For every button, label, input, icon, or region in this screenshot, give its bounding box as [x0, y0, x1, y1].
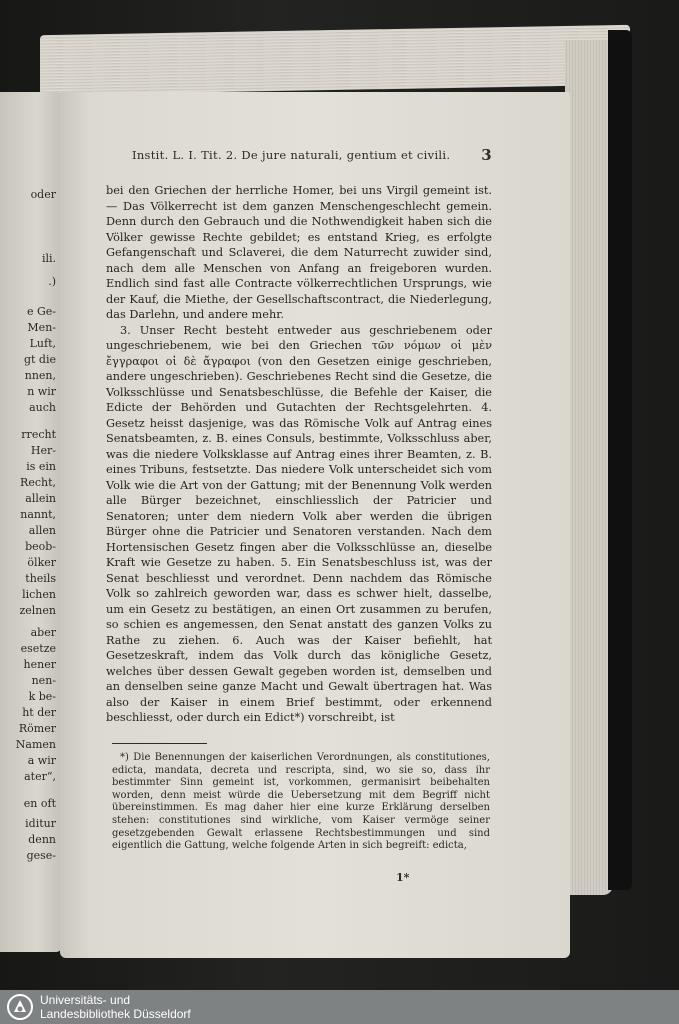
footnote [112, 752, 490, 853]
left-page-fragment: k be- [28, 690, 56, 703]
book-cover-edge [608, 30, 632, 890]
body-paragraph: bei den Griechen der herrliche Homer, bei uns Virgil gemeint ist. — Das Völkerrecht ist dem ganzen Menschengeschlecht gemein. Denn durch den Gebrauch und die Nothwendigkeit haben sich die Völker gewisse Rechte gebildet; es entstand Krieg, es erfolgte Gefangenschaft und Sclaverei, die dem Naturrecht zuwider sind, nach dem alle Menschen von Anfang an freigeboren wurden. Endlich sind fast alle Contracte völkerrechtlichen Ursprungs, wie der Kauf, die Miethe, der Gesellschaftscontract, die Niederlegung, das Darlehn, und andere mehr. [106, 184, 492, 321]
left-page-fragment: hener [23, 658, 56, 671]
left-page-fragment: aber [30, 626, 56, 639]
left-page-fragment: allein [25, 492, 56, 505]
running-header [132, 148, 492, 164]
left-page-fragment: Her- [30, 444, 56, 457]
body-paragraph: 3. Unser Recht besteht entweder aus geschriebenem oder ungeschriebenem, wie bei den Griechen τῶν νόμων οἱ μὲν ἔγγραφοι οἱ δὲ ἄγραφοι (von den Gesetzen einige geschrieben, andere ungeschrieben). Geschriebenes Recht sind die Gesetze, die Volksschlüsse und Senatsbeschlüsse, die Befehle der Kaiser, die Edicte der Behörden und Gutachten der Rechtsgelehrten. 4. Gesetz heisst dasjenige, was das Römische Volk auf Antrag eines Senatsbeamten, z. B. eines Consuls, bestimmte, Volksschluss aber, was die niedere Volksklasse auf Antrag eines ihrer Beamten, z. B. eines Tribuns, festsetzte. Das niedere Volk unterscheidet sich vom Volk wie die Art von der Gattung; mit der Benennung Volk werden alle Bürger bezeichnet, einschliesslich der Patricier und Senatoren; unter dem niedern Volk aber werden die übrigen Bürger ohne die Patricier und Senatoren verstanden. Nach dem Hortensischen Gesetz fingen aber die Volksschlüsse an, dieselbe Kraft wie Gesetze zu haben. 5. Ein Senatsbeschluss ist, was der Senat beschliesst und verordnet. Denn nachdem das Römische Volk so zahlreich geworden war, dass es schwer hielt, dasselbe, um ein Gesetz zu bestätigen, an einen Ort zusammen zu berufen, so schien es angemessen, den Senat anstatt des ganzen Volks zu Rathe zu ziehen. 6. Auch was der Kaiser befiehlt, hat Gesetzeskraft, indem das Volk durch das königliche Gesetz, welches über dessen Gewalt gegeben worden ist, demselben und an denselben seine ganze Macht und Gewalt übertragen hat. Was also der Kaiser in einem Brief bestimmt, oder erkennend beschliesst, oder durch ein Edict*) vorschreibt, ist [106, 323, 492, 724]
library-footer [0, 990, 679, 1024]
left-page-fragment: lichen [22, 588, 56, 601]
left-page-fragment: Men- [27, 321, 56, 334]
left-page-fragment: nannt, [20, 508, 56, 521]
left-page-fragment: gese- [26, 849, 56, 862]
left-page-fragment: ht der [22, 706, 56, 719]
left-page-fragment: allen [28, 524, 56, 537]
left-page-fragment: Römer [18, 722, 56, 735]
footnote-rule [112, 743, 207, 744]
left-page-fragment: Luft, [29, 337, 56, 350]
left-page-fragment: en oft [23, 797, 56, 810]
left-page-fragment: Namen [15, 738, 56, 751]
footer-text [40, 993, 191, 1021]
signature-mark: 1* [396, 871, 410, 884]
left-page-fragment: theils [25, 572, 56, 585]
left-page-fragment: gt die [23, 353, 56, 366]
left-page-fragment: nnen, [24, 369, 56, 382]
left-page-fragment: ili. [41, 252, 56, 265]
left-page-fragment: zelnen [19, 604, 56, 617]
left-page [0, 92, 62, 952]
left-page-fragment: auch [29, 401, 56, 414]
left-page-fragment: denn [28, 833, 56, 846]
footer-line-2: Landesbibliothek Düsseldorf [40, 1007, 191, 1021]
left-page-fragment: rrecht [21, 428, 56, 441]
left-page-fragment: esetze [20, 642, 56, 655]
page-block-side [565, 40, 613, 895]
left-page-fragment: ater“, [24, 770, 56, 783]
left-page-fragment: .) [48, 275, 56, 288]
left-page-fragment: e Ge- [26, 305, 56, 318]
left-page-fragment: a wir [27, 754, 56, 767]
footnote-text: *) Die Benennungen der kaiserlichen Verordnungen, als constitutiones, edicta, mandata, decreta und rescripta, sind, wo sie so, dass ihr bestimmter Sinn gemeint ist, vorkommen, germanisirt beibehalten worden, denn meist würde die Uebersetzung mit dem Begriff nicht übereinstimmen. Es mag daher hier eine kurze Erklärung derselben stehen: constitutiones sind wirkliche, vom Kaiser vermöge seiner gesetzgebenden Gewalt erlassene Rechtsbestimmungen und sind eigentlich die Gattung, welche folgende Arten in sich begreift: edicta, [112, 752, 490, 852]
left-page-fragment: is ein [26, 460, 56, 473]
left-page-fragment: nen- [31, 674, 56, 687]
left-page-fragment: n wir [27, 385, 56, 398]
running-title: Instit. L. I. Tit. 2. De jure naturali, gentium et civili. [132, 148, 451, 162]
body-text [106, 183, 492, 726]
ulb-duesseldorf-logo-icon [6, 993, 34, 1021]
page-number: 3 [481, 146, 492, 164]
footer-line-1: Universitäts- und [40, 993, 131, 1007]
left-page-fragment: Recht, [20, 476, 56, 489]
left-page-fragment: iditur [25, 817, 56, 830]
left-page-fragment: ölker [27, 556, 56, 569]
left-page-fragment: oder [30, 188, 56, 201]
left-page-fragment: beob- [25, 540, 56, 553]
page-block-top [40, 25, 630, 95]
